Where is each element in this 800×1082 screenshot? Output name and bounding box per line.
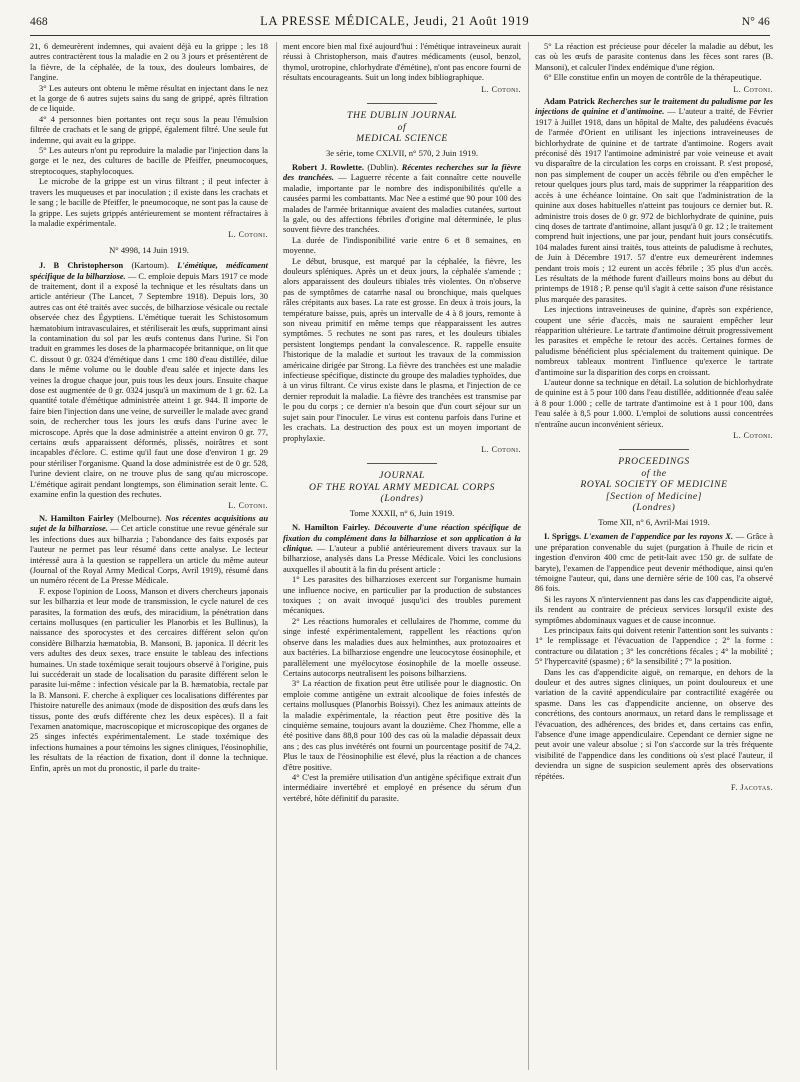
article-author: I. Spriggs. [544, 532, 582, 542]
signature: L. Cotoni. [228, 501, 268, 511]
article-place: (Dublin). [367, 162, 399, 172]
article-title: L'émétique, médicament spécifique de la bilharziose. [30, 261, 268, 281]
paragraph: 5° La réaction est précieuse pour déceler la maladie au début, les cas où les œufs de parasite contenus dans les fèces sont rares (B. Mansoni), et calculer l'index endémique d'une région. [535, 42, 773, 72]
article-entry [535, 97, 773, 305]
separator-rule [367, 463, 437, 464]
paragraph: L'auteur donne sa technique en détail. La solution de bichlorhydrate de quinine est à 5 pour 100 dans l'eau distillée, additionnée d'eau salée à 8 pour 1.000 ; celle de tartrate d'antimoine est à 1 pour 100, dans l'eau salée à 8,5 pour 1.000. L'emploi de solutions aussi concentrées n'entraîne aucun inconvénient sérieux. [535, 378, 773, 429]
column-3 [535, 42, 773, 796]
article-text: — C. emploie depuis Mars 1917 ce mode de traitement, dont il a exposé la technique et les résultats dans un article antérieur (The Lancet, 7 Septembre 1918). Depuis lors, 30 autres cas ont été traités avec succès, de bilharziose vésicale ou rectale observée chez des Égyptiens. L'émétique tuerait les Schistosomum hæmatobium intravasculaires, et stériliserait les œufs, supprimant ainsi la contamination du sol par les œufs contenus dans l'urine. Si l'on traduit en grammes les doses de la pharmacopée britannique, on lit que C. dissout 0 gr. 0324 d'émétique dans 1 cmc 180 d'eau distillée, dilue dans le même volume ou le double d'eau salée et injecte dans les veines la drogue chaque jour, puis tous les deux jours. Ensuite chaque dose est augmentée de 0 gr. 0324 jusqu'à un maximum de 1 gr. 62. La quantité totale d'émétique administrée atteint 1 gr. 944. Il importe de faire bien l'injection dans une veine, de surveiller le malade avec grand soin, de rechercher tous les jours les œufs dans l'urine avec le microscope. Après que la dose administrée a atteint environ 0 gr. 77, certains œufs apparaissent déformés, plissés, noirâtres et sont incapables d'éclore. C. estime qu'il faut une dose d'environ 1 gr. 29 pour stériliser l'organisme. Quand la dose administrée est de 0 gr. 528, l'urine devient claire, on ne trouve plus de sang qu'au microscope. L'émétique agirait pendant longtemps, son élimination serait lente. C. examine enfin la question des rechutes. [30, 271, 268, 500]
article-title: Nos récentes acquisitions au sujet de la bilharziose. [30, 513, 269, 534]
article-title: Récentes recherches sur la fièvre des tranchées. [283, 162, 521, 183]
paragraph: ment encore bien mal fixé aujourd'hui : l'émétique intraveineux aurait réussi à Christopherson, mais d'autres médicaments (eusol, benzol, thymol, urotropine, chlorhydrate d'émétine), n'ont pas encore fourni de résultats encourageants. Suit un long index bibliographique. [283, 42, 521, 83]
article-text: — Laguerre récente a fait connaître cette nouvelle maladie, importante par le nombre des indisponibilités qu'elle a causées parmi les combattants. Mac Nee a estimé que 90 pour 100 des malades de l'armée britannique avaient des maladies cutanées, surtout la gale, ou des affections fébriles d'origine mal déterminée, le plus souvent fièvre des tranchées. [283, 173, 522, 235]
article-entry [535, 532, 773, 594]
article-title: L'examen de l'appendice par les rayons X. [583, 532, 734, 542]
article-author: J. B Christopherson [39, 261, 124, 271]
paragraph: 3° La réaction de fixation peut être utilisée pour le diagnostic. On emploie comme antigène un extrait alcoolique de foies infestés de certains mollusques (Planorbis Boissyi). Chez les animaux atteints de la maladie expérimentale, la réaction peut être positive dès la cinquième semaine, toujours avant la douzième. Chez l'homme, elle a été positive dans 88,8 pour 100 des cas où la maladie dépassait deux ans ; des cas plus invétérés ont fourni un pourcentage positif de 74,2. Plus le taux de l'éosinophilie est élevé, plus la réaction a de chances d'être positive. [283, 679, 521, 772]
column-1 [30, 42, 268, 774]
article-author: Adam Patrick [544, 97, 595, 107]
article-place: (Kartoum). [131, 261, 169, 271]
article-text: — L'auteur a traité, de Février 1917 à Juillet 1918, dans un hôpital de Malte, des paludéens évacués de l'armée d'Orient en utilisant les injections intraveineuses de bichlorhydrate de quinine et de tartrate d'antimoine. Rogers avait préconisé dès 1917 l'antimoine administré par voie veineuse et avait vu disparaître de la circulation les corps en croissant. P. s'est proposé, non pas simplement de couper un accès fébrile ou d'en empêcher le retour quelques jours plus tard, mais de supprimer la réapparition des accès à une échéance lointaine. On sait que l'administration de la quinine aux doses habituelles n'atteint pas toujours ce dernier but. R. administre trois doses de 0 gr. 972 de bichlorhydrate de quinine, puis cinq doses de tartrate d'antimoine, allant jusqu'à 0 gr. 12 ; le traitement comprend huit injections, une par jour, pendant huit jours consécutifs. 104 malades furent ainsi traités, tous atteints de paludisme à rechutes, de Juin à Décembre 1917. 57 d'entre eux demeurèrent indemnes pendant trois mois ; 12 eurent un accès fébrile ; 35 plus d'un accès. Les résultats de la méthode furent d'ailleurs moins bons au début du printemps de 1918 ; P. pense qu'il s'agit à cette saison d'une résistance plus marquée des parasites. [535, 107, 774, 304]
article-text: — L'auteur a publié antérieurement divers travaux sur la bilharziose, analysés dans La Presse Médicale. Voici les conclusions auxquelles il aboutit à la fin du présent article : [283, 544, 521, 574]
paragraph: Le début, brusque, est marqué par la céphalée, la fièvre, les douleurs spléniques. Après un et deux jours, la céphalée s'amende ; alors apparaissent des douleurs tibiales très violentes. On n'observe pas de symptômes de catarrhe nasal ou bronchique, mais quelques râles crépitants aux bases. La rate est grosse. En deux à trois jours, la température baisse, puis, après un intervalle de 4 à 8 jours, remonte à son niveau primitif en même temps que réapparaissent les autres symptômes. 5 rechutes ne sont pas rares, et les douleurs tibiales persistent longtemps pendant la convalescence. R. rappelle ensuite l'historique de la maladie et surtout les travaux de la commission américaine dirigée par Strong. La fièvre des tranchées est une maladie infectieuse spécifique, distincte du groupe des maladies typhoïdes, due à un virus filtrant. Ce virus existe dans le plasma, et l'injection de ce dernier reproduit la maladie. La fièvre des tranchées est transmise par le pou du corps ; ce dernier n'a besoin que d'un court séjour sur un sujet sain pour l'inoculer. Le virus est contenu parfois dans l'urine et les crachats. La destruction des poux est un moyen important de prophylaxie. [283, 256, 521, 443]
paragraph: 5° Les auteurs n'ont pu reproduire la maladie par l'injection dans la gorge et le nez, des cultures de bacille de Pfeiffer, pneumocoques, streptocoques, staphylocoques. [30, 146, 268, 176]
separator-rule [367, 103, 437, 104]
signature: F. Jacotas. [731, 783, 773, 793]
paragraph: F. expose l'opinion de Looss, Manson et divers chercheurs japonais sur les bilharzia et leur mode de transmission, le cycle naturel de ces parasites, la formation des œufs, des miracidium, la pénétration dans certains mollusques (en particulier les Planorbis et les Bullinus), la naissance des sporocystes et des cercaires différent selon qu'on considère Bilharzia hæmatobia, B. Mansoni, B. japonica. Il décrit les vers adultes des deux sexes, trace ensuite le tableau des infections humaines. Un stade toxémique serait toujours observé à l'origine, puis lui succéderait un stade de localisation du parasite différent selon le parasite lui-même : infection vésicale par la B. hæmatobia, rectale par la B. Mansoni. F. cherche à expliquer ces localisations différentes par l'histoire naturelle des animaux (mode de disposition des œufs dans les tissus, ponte des œufs différente chez les deux espèces). Il a fait l'examen anatomique, macroscopique et microscopique des organes de 25 singes infectés expérimentalement. Le stade toxémique des infections humaines a pour témoins les signes cliniques, l'éosinophilie, les résultats de la réaction de fixation, dont il donne la technique. Enfin, après un mot du pronostic, il parle du traite- [30, 586, 268, 773]
paragraph: Le microbe de la grippe est un virus filtrant ; il peut infecter à travers les muqueuses et par inoculation ; il existe dans les crachats et le sang ; le bacille de Pfeiffer, le pneumocoque, ne sont pas la cause de la grippe. Les sujets grippés antérieurement se montent réfractaires à la maladie expérimentale. [30, 177, 268, 228]
article-title: Recherches sur le traitement du paludisme par les injections de quinine et d'antimoine. [535, 97, 773, 117]
page-title: LA PRESSE MÉDICALE, Jeudi, 21 Août 1919 [260, 14, 530, 28]
journal-series: 3e série, tome CXLVII, n° 570, 2 Juin 1919. [325, 147, 479, 158]
paragraph: 1° Les parasites des bilharzioses exercent sur l'organisme humain une influence nocive, en particulier par la production de substances toxiques ; on avait invoqué jusqu'ici des troubles purement mécaniques. [283, 575, 521, 616]
article-entry [30, 261, 268, 500]
journal-heading: PROCEEDINGS of the ROYAL SOCIETY OF MEDICINE [Section of Medicine] (Londres) [580, 456, 728, 514]
journal-series: Tome XXXII, n° 6, Juin 1919. [349, 507, 455, 518]
article-title: Découverte d'une réaction spécifique de fixation du complément dans la bilharziose et son application à la clinique. [283, 523, 521, 554]
paragraph: 3° Les auteurs ont obtenu le même résultat en injectant dans le nez et la gorge de 6 autres sujets sains du sang de grippé, après filtration de ce liquide. [30, 83, 268, 114]
separator-rule [619, 449, 689, 450]
paragraph: 6° Elle constitue enfin un moyen de contrôle de la thérapeutique. [544, 73, 762, 83]
article-place: (Melbourne). [117, 513, 162, 523]
journal-heading: THE DUBLIN JOURNAL of MEDICAL SCIENCE [347, 110, 457, 145]
paragraph: Les injections intraveineuses de quinine, d'après son expérience, coupent une série d'accès, mais ne sauraient empêcher leur réapparition ultérieure. Le tartrate d'antimoine détruit progressivement les parasites et empêche le retour des accès. Certaines formes de paludisme bénéficient plus spécialement du traitement quinique. De nombreux tableaux montrent l'influence qu'exerce le tartrate d'antimoine sur la disparition des corps en croissant. [535, 305, 773, 377]
article-entry [283, 163, 521, 236]
column-divider [528, 42, 529, 1070]
paragraph: Si les rayons X n'interviennent pas dans les cas d'appendicite aiguë, ils rendent au contraire de précieux services lorsqu'il existe des symptômes abdominaux vagues et de cause inconnue. [535, 594, 773, 625]
paragraph: 4° C'est la première utilisation d'un antigène spécifique extrait d'un intermédiaire invertébré et employé en présence du sérum d'un vertébré, hôte définitif du parasite. [283, 772, 521, 803]
article-author: N. Hamilton Fairley [39, 513, 114, 523]
paragraph: Les principaux faits qui doivent retenir l'attention sont les suivants : 1° le remplissage et l'évacuation de l'appendice ; 2° la forme : contracture ou dilatation ; 3° les concrétions fécales ; 4° la mobilité ; 5° l'hypercavité (spasme) ; 6° la sensibilité ; 7° la position. [535, 626, 773, 667]
article-author: N. Hamilton Fairley. [292, 523, 370, 533]
header-rule [30, 35, 770, 36]
article-author: Robert J. Rowlette. [292, 162, 364, 172]
paragraph: La durée de l'indisponibilité varie entre 6 et 8 semaines, en moyenne. [283, 235, 521, 256]
paragraph: 4° 4 personnes bien portantes ont reçu sous la peau l'émulsion filtrée de crachats et le sang de grippé, également filtré. Une seule fut indemne, qui avait eu la grippe. [30, 114, 268, 145]
article-entry [283, 523, 521, 575]
article-entry [30, 514, 268, 587]
article-text: — Grâce à une préparation convenable du sujet (purgation à l'huile de ricin et ingestion d'environ 400 cmc de petit-lait avec 150 gr. de sulfate de baryte), l'examen de l'appendice peut devenir méthodique, ainsi qu'en témoigne l'auteur, qui, dans une dernière série de 100 cas, l'a observé 86 fois. [535, 532, 773, 594]
page-header [30, 14, 770, 34]
journal-heading: JOURNAL OF THE ROYAL ARMY MEDICAL CORPS (Londres) [308, 470, 496, 505]
signature: L. Cotoni. [733, 84, 773, 94]
column-2 [283, 42, 521, 804]
signature: L. Cotoni. [733, 431, 773, 441]
article-text: — Cet article constitue une revue générale sur les infections dues aux bilharzia ; l'abondance des faits exposés par l'auteur ne permet pas leur résumé dans cette analyse. Le lecteur intéressé aura à la question se rappellera un article du même auteur (Journal of the Royal Army Medical Corps, Avril 1919), résumé dans un numéro récent de La Presse Médicale. [30, 524, 269, 586]
issue-number: N° 46 [741, 16, 770, 28]
paragraph: 21, 6 demeurèrent indemnes, qui avaient déjà eu la grippe ; les 18 autres contractèrent tous la maladie en 2 ou 3 jours et présentèrent de la fièvre, de la céphalée, de la toux, des douleurs lombaires, de l'angine. [30, 42, 268, 83]
paragraph: Dans les cas d'appendicite aiguë, on remarque, en dehors de la douleur et des autres signes cliniques, un point douloureux et une variation de la cavité appendiculaire par contractilité exagérée ou spasme. Dans les cas d'appendicite ancienne, on observe des concrétions, des contours anormaux, un retard dans le remplissage et l'évacuation, des adhérences, des brides et, dans certains cas enfin, l'absence d'une image appendiculaire. Cependant ce dernier signe ne peut avoir une valeur absolue ; si l'on s'accorde sur la très fréquente visibilité de l'appendice dans les conditions où s'est placé l'auteur, il deviendra un signe de suspicion seulement après des observations répétées. [535, 667, 773, 781]
journal-series: Tome XII, n° 6, Avril-Mai 1919. [598, 516, 710, 527]
signature: L. Cotoni. [481, 84, 521, 94]
signature: L. Cotoni. [481, 444, 521, 454]
page-number: 468 [30, 16, 48, 28]
issue-dateline: N° 4998, 14 Juin 1919. [109, 244, 189, 255]
paragraph: 2° Les réactions humorales et cellulaires de l'homme, comme du singe infesté expérimentalement, rappellent les réactions qu'on observe dans les maladies dues aux helminthes, aux protozoaires et aux bactéries. La bilharziose engendre une leucocytose éosinophile, et parallèlement une myélocytose éosinophile de la moelle osseuse. Certains autocorps neutralisent les poisons bilharziens. [283, 616, 521, 678]
signature: L. Cotoni. [228, 230, 268, 240]
column-divider [276, 42, 277, 1070]
